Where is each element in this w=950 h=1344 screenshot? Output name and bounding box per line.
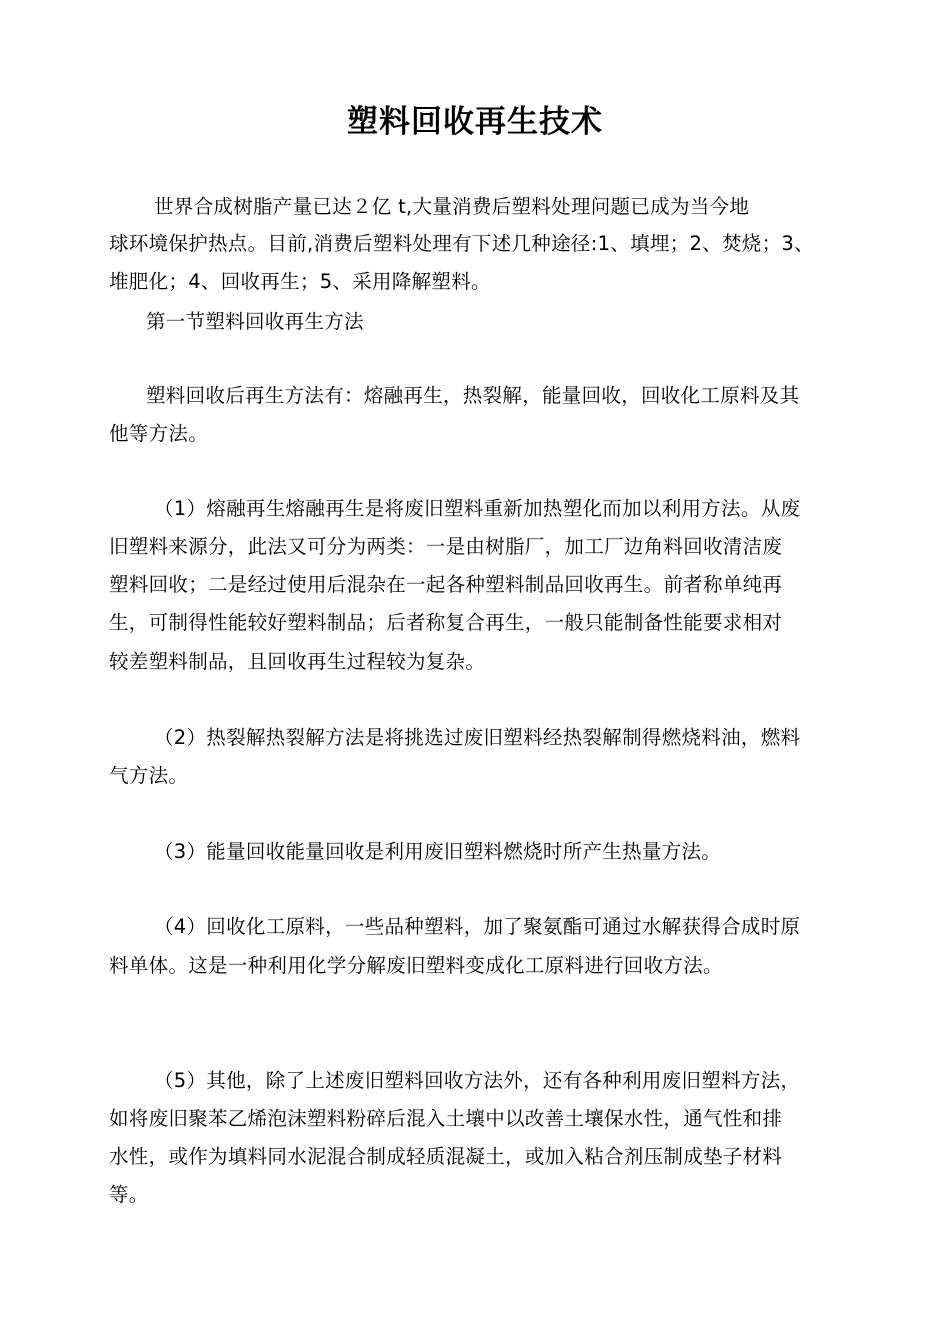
document-title: 塑料回收再生技术: [347, 104, 603, 140]
paragraph-line: 气方法。: [109, 764, 189, 787]
paragraph-line: 他等方法。: [109, 422, 209, 445]
paragraph-line: （1）熔融再生熔融再生是将废旧塑料重新加热塑化而加以利用方法。从废: [154, 497, 801, 520]
paragraph-line: （3）能量回收能量回收是利用废旧塑料燃烧时所产生热量方法。: [154, 840, 722, 863]
paragraph-line: 水性，或作为填料同水泥混合制成轻质混凝土，或加入粘合剂压制成垫子材料: [109, 1145, 783, 1168]
paragraph-line: （5）其他，除了上述废旧塑料回收方法外，还有各种利用废旧塑料方法，: [154, 1069, 801, 1092]
paragraph-line: 较差塑料制品，且回收再生过程较为复杂。: [109, 650, 486, 673]
paragraph-line: 塑料回收后再生方法有：熔融再生，热裂解，能量回收，回收化工原料及其: [146, 384, 800, 407]
paragraph-line: （4）回收化工原料，一些品种塑料，加了聚氨酯可通过水解获得合成时原: [154, 915, 801, 938]
paragraph-line: 世界合成树脂产量已达２亿 t,大量消费后塑料处理问题已成为当今地: [154, 195, 750, 218]
paragraph-line: （2）热裂解热裂解方法是将挑选过废旧塑料经热裂解制得燃烧料油，燃料: [154, 726, 801, 749]
paragraph-line: 等。: [109, 1183, 149, 1206]
paragraph-line: 堆肥化；4、回收再生；5、采用降解塑料。: [109, 270, 491, 293]
paragraph-line: 生，可制得性能较好塑料制品；后者称复合再生，一般只能制备性能要求相对: [109, 611, 783, 634]
paragraph-line: 旧塑料来源分，此法又可分为两类：一是由树脂厂，加工厂边角料回收清洁废: [109, 535, 783, 558]
paragraph-line: 如将废旧聚苯乙烯泡沫塑料粉碎后混入土壤中以改善土壤保水性，通气性和排: [109, 1107, 783, 1130]
paragraph-line: 塑料回收；二是经过使用后混杂在一起各种塑料制品回收再生。前者称单纯再: [109, 573, 783, 596]
paragraph-line: 料单体。这是一种利用化学分解废旧塑料变成化工原料进行回收方法。: [109, 954, 723, 977]
paragraph-line: 球环境保护热点。目前,消费后塑料处理有下述几种途径:1、填埋；2、焚烧；3、: [109, 232, 814, 255]
section-heading: 第一节塑料回收再生方法: [146, 310, 364, 333]
